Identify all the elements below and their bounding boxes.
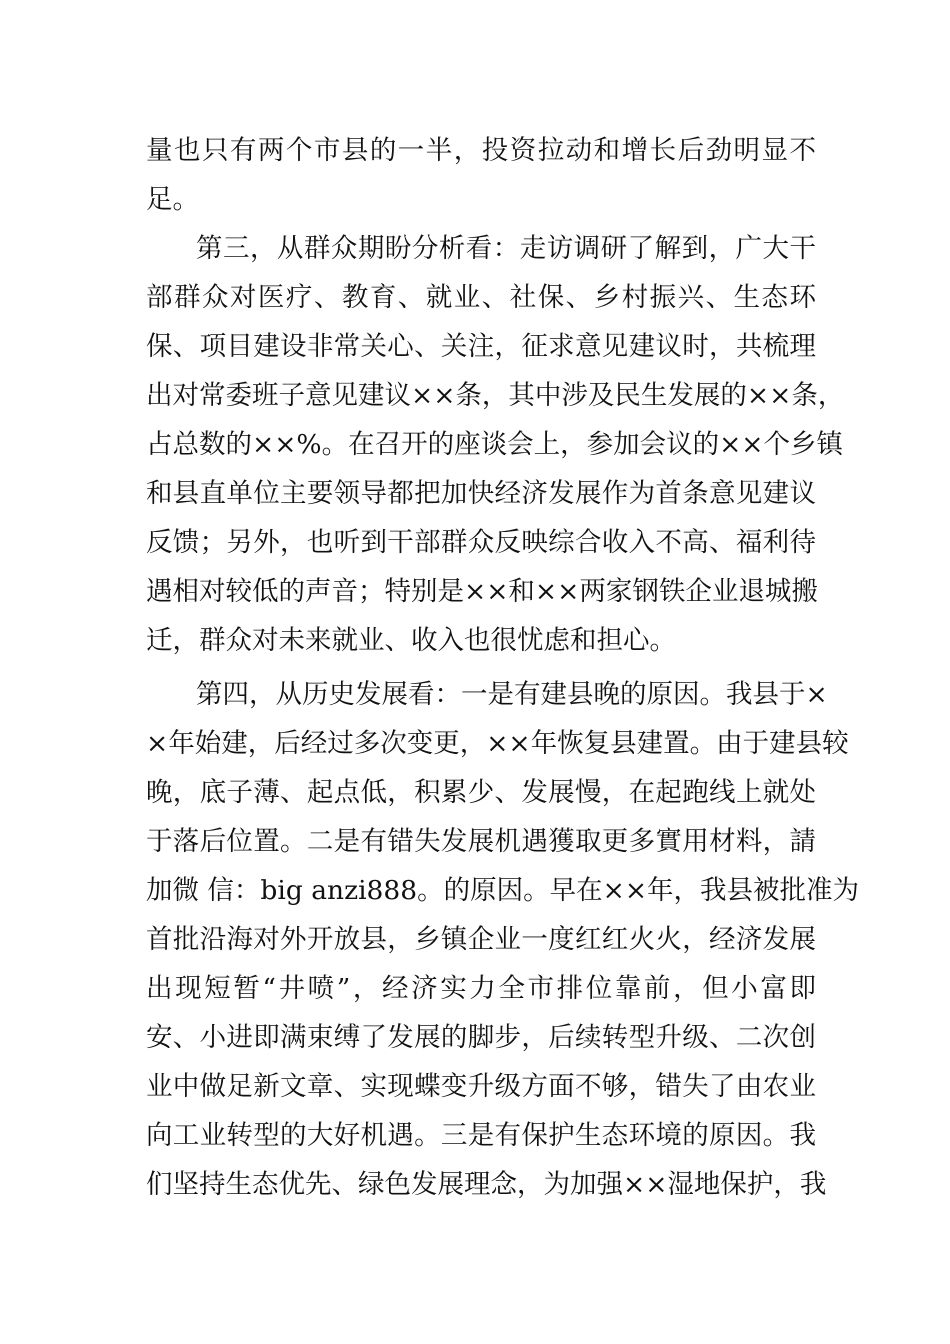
text-line: 出现短暂“井喷”，经济实力全市排位靠前，但小富即 [146, 973, 816, 1004]
text-line: 安、小进即满束缚了发展的脚步，后续转型升级、二次创 [146, 1022, 816, 1053]
text-line: 业中做足新文章、实现蝶变升级方面不够，错失了由农业 [146, 1071, 816, 1102]
text-line: 迁，群众对未来就业、收入也很忧虑和担心。 [146, 625, 676, 656]
text-line: 们坚持生态优先、绿色发展理念，为加强××湿地保护，我 [146, 1169, 827, 1200]
text-line: 部群众对医疗、教育、就业、社保、乡村振兴、生态环 [146, 282, 816, 313]
text-line: 和县直单位主要领导都把加快经济发展作为首条意见建议 [146, 478, 816, 509]
paragraph-first-line: 第三，从群众期盼分析看：走访调研了解到，广大干 [196, 233, 816, 264]
text-line: 占总数的××%。在召开的座谈会上，参加会议的××个乡镇 [146, 429, 843, 460]
text-line: ×年始建，后经过多次变更，××年恢复县建置。由于建县较 [146, 728, 849, 759]
text-line: 加微 信：big anzi888。的原因。早在××年，我县被批准为 [146, 875, 860, 906]
text-line: 足。 [146, 184, 199, 215]
paragraph-first-line: 第四，从历史发展看：一是有建县晚的原因。我县于× [196, 679, 828, 710]
text-line: 遇相对较低的声音；特别是××和××两家钢铁企业退城搬 [146, 576, 818, 607]
text-line: 出对常委班子意见建议××条，其中涉及民生发展的××条， [146, 380, 845, 411]
text-line: 量也只有两个市县的一半，投资拉动和增长后劲明显不 [146, 135, 816, 166]
text-line: 于落后位置。二是有错失发展机遇獲取更多實用材料，請 [146, 826, 816, 857]
text-line: 晚，底子薄、起点低，积累少、发展慢，在起跑线上就处 [146, 777, 816, 808]
text-line: 反馈；另外，也听到干部群众反映综合收入不高、福利待 [146, 527, 816, 558]
text-line: 保、项目建设非常关心、关注，征求意见建议时，共梳理 [146, 331, 816, 362]
text-line: 首批沿海对外开放县，乡镇企业一度红红火火，经济发展 [146, 924, 816, 955]
text-line: 向工业转型的大好机遇。三是有保护生态环境的原因。我 [146, 1120, 816, 1151]
